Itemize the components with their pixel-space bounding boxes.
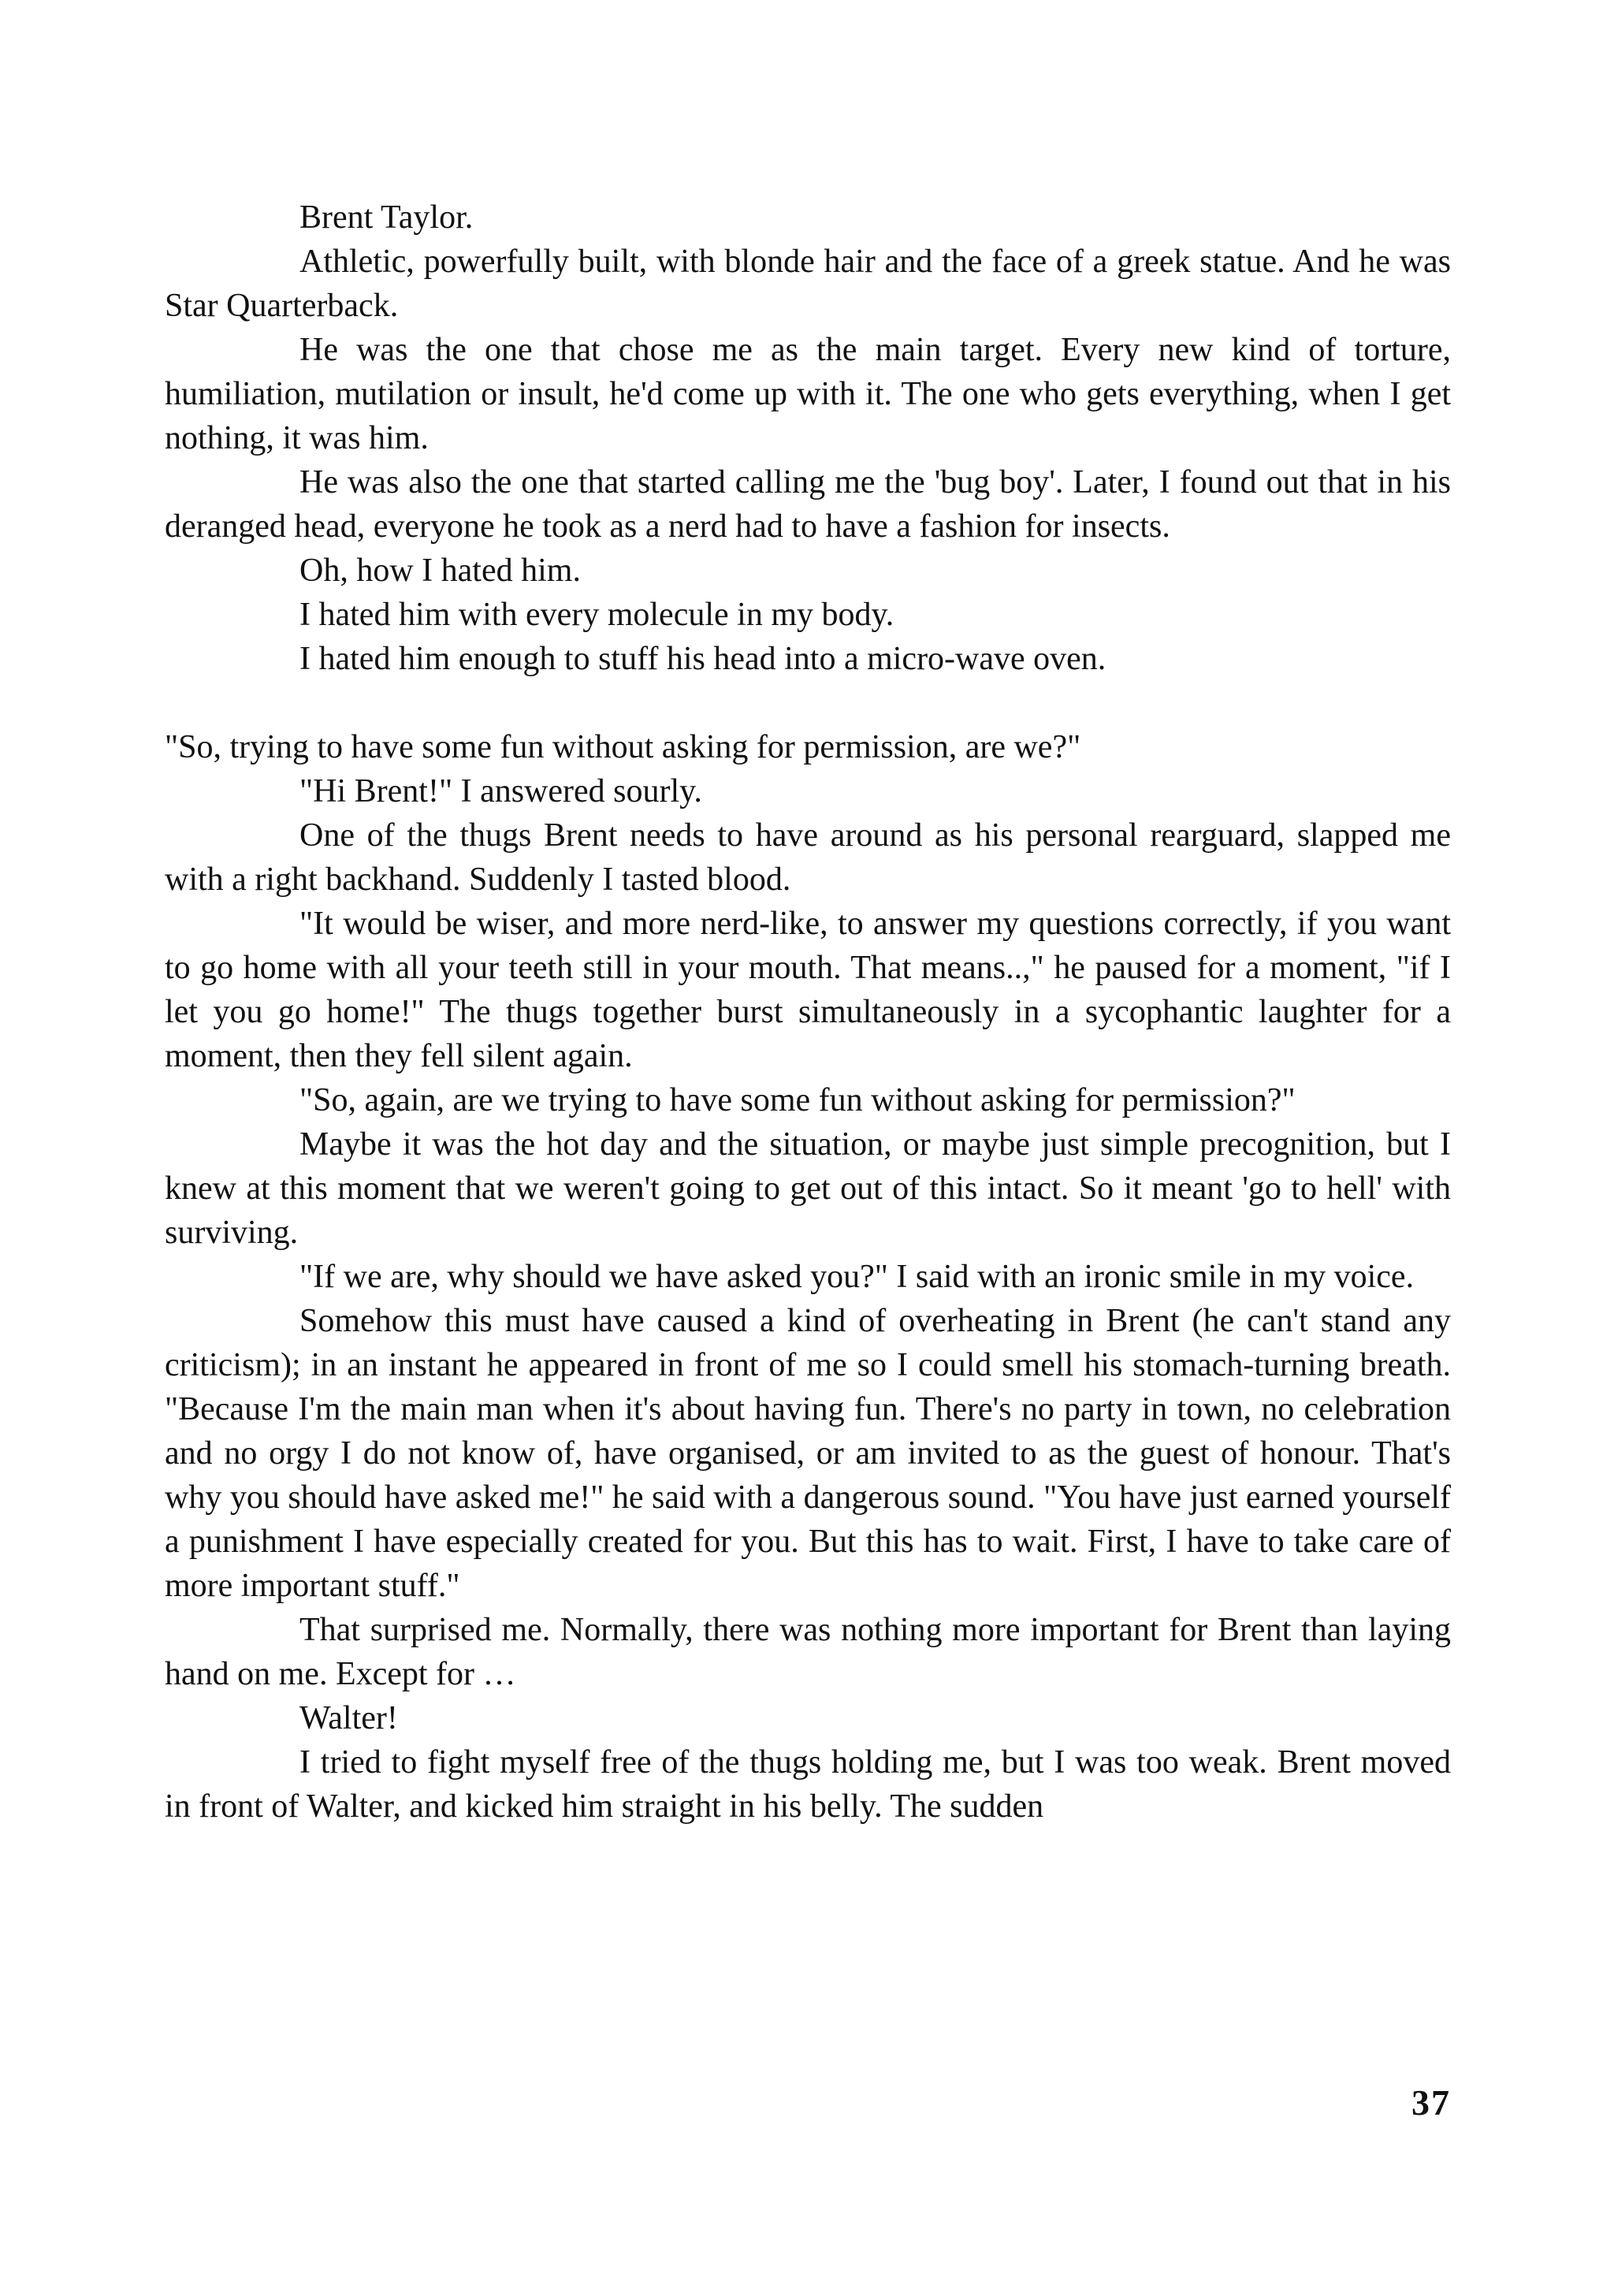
paragraph: That surprised me. Normally, there was nothing more important for Brent than laying hand on me. Except for … [165, 1612, 1451, 1692]
paragraph: He was the one that chose me as the main target. Every new kind of torture, humiliation, mutilation or insult, he'd come up with it. The one who gets everything, when I get nothing, it was him. [165, 332, 1451, 456]
body-text [165, 195, 1451, 1829]
paragraph: "So, trying to have some fun without asking for permission, are we?" [165, 729, 1081, 765]
page-number: 37 [1411, 2082, 1451, 2123]
paragraph: One of the thugs Brent needs to have around as his personal rearguard, slapped me with a right backhand. Suddenly I tasted blood. [165, 817, 1451, 898]
paragraph: "It would be wiser, and more nerd-like, to answer my questions correctly, if you want to go home with all your teeth still in your mouth. That means..," he paused for a moment, "if I let you go home!" The thugs together burst simultaneously in a sycophantic laughter for a moment, then they fell silent again. [165, 906, 1451, 1074]
paragraph: "If we are, why should we have asked you?" I said with an ironic smile in my voice. [299, 1259, 1415, 1295]
paragraph: I hated him with every molecule in my body. [299, 597, 894, 633]
paragraph: Oh, how I hated him. [299, 553, 581, 589]
paragraph: Maybe it was the hot day and the situation, or maybe just simple precognition, but I knew at this moment that we weren't going to get out of this intact. So it meant 'go to hell' with surviving. [165, 1126, 1451, 1251]
paragraph: I tried to fight myself free of the thugs holding me, but I was too weak. Brent moved in front of Walter, and kicked him straight in his belly. The sudden [165, 1744, 1451, 1825]
paragraph: Brent Taylor. [299, 199, 474, 236]
paragraph: "Hi Brent!" I answered sourly. [299, 773, 702, 809]
paragraph: He was also the one that started calling me the 'bug boy'. Later, I found out that in his deranged head, everyone he took as a nerd had to have a fashion for insects. [165, 464, 1451, 545]
paragraph: I hated him enough to stuff his head into a micro-wave oven. [299, 641, 1106, 677]
paragraph: Athletic, powerfully built, with blonde hair and the face of a greek statue. And he was Star Quarterback. [165, 244, 1451, 324]
paragraph: Walter! [299, 1700, 398, 1736]
paragraph: Somehow this must have caused a kind of overheating in Brent (he can't stand any criticism); in an instant he appeared in front of me so I could smell his stomach-turning breath. "Because I'm the main man when it's about having fun. There's no party in town, no celebration and no orgy I do not know of, have organised, or am invited to as the guest of honour. That's why you should have asked me!" he said with a dangerous sound. "You have just earned yourself a punishment I have especially created for you. But this has to wait. First, I have to take care of more important stuff." [165, 1303, 1451, 1604]
paragraph: "So, again, are we trying to have some fun without asking for permission?" [299, 1082, 1296, 1118]
